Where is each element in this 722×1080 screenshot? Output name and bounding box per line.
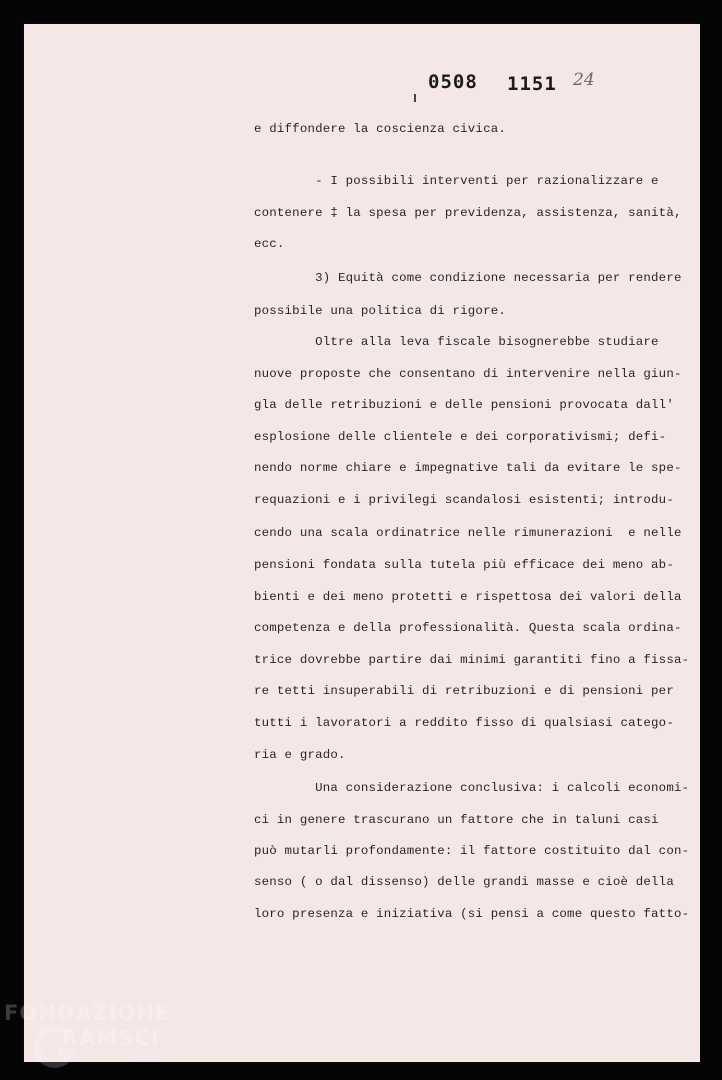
watermark-small: onlus — [134, 1053, 156, 1062]
text-line: re tetti insuperabili di retribuzioni e di pensioni per — [254, 684, 674, 698]
text-line: possibile una politica di rigore. — [254, 304, 506, 318]
text-line: può mutarli profondamente: il fattore costituito dal con- — [254, 844, 690, 858]
text-line: Oltre alla leva fiscale bisognerebbe studiare — [254, 335, 659, 349]
text-line: e diffondere la coscienza civica. — [254, 122, 506, 136]
archive-stamp-number: 0508 — [428, 71, 478, 93]
handwritten-page-number: 24 — [573, 70, 595, 90]
fondazione-gramsci-watermark — [4, 1001, 184, 1076]
text-line: loro presenza e iniziativa (si pensi a come questo fatto- — [254, 907, 690, 921]
text-line: pensioni fondata sulla tutela più efficace dei meno ab- — [254, 558, 674, 572]
text-line: ci in genere trascurano un fattore che in taluni casi — [254, 813, 659, 827]
watermark-line2: RAMSCI — [62, 1026, 160, 1050]
text-line: contenere ‡ la spesa per previdenza, assistenza, sanità, — [254, 206, 682, 220]
text-line: - I possibili interventi per razionalizzare e — [254, 174, 659, 188]
text-line: trice dovrebbe partire dai minimi garantiti fino a fissa- — [254, 653, 690, 667]
archive-page-number: 1151 — [507, 73, 557, 95]
stamp-tick-mark — [414, 94, 416, 102]
text-line: gla delle retribuzioni e delle pensioni provocata dall' — [254, 398, 674, 412]
text-line: competenza e della professionalità. Questa scala ordina- — [254, 621, 682, 635]
text-line: ecc. — [254, 237, 285, 251]
text-line: ria e grado. — [254, 748, 346, 762]
watermark-line1: FONDAZIONE — [4, 1001, 171, 1025]
text-line: 3) Equità come condizione necessaria per rendere — [254, 271, 682, 285]
text-line: senso ( o dal dissenso) delle grandi masse e cioè della — [254, 875, 674, 889]
text-line: bienti e dei meno protetti e rispettosa dei valori della — [254, 590, 682, 604]
document-page — [24, 24, 700, 1062]
text-line: cendo una scala ordinatrice nelle rimunerazioni e nelle — [254, 526, 682, 540]
text-line: tutti i lavoratori a reddito fisso di qualsiasi catego- — [254, 716, 674, 730]
text-line: Una considerazione conclusiva: i calcoli economi- — [254, 781, 690, 795]
text-line: esplosione delle clientele e dei corporativismi; defi- — [254, 430, 667, 444]
text-line: nuove proposte che consentano di intervenire nella giun- — [254, 367, 682, 381]
text-line: nendo norme chiare e impegnative tali da evitare le spe- — [254, 461, 682, 475]
text-line: requazioni e i privilegi scandalosi esistenti; introdu- — [254, 493, 674, 507]
